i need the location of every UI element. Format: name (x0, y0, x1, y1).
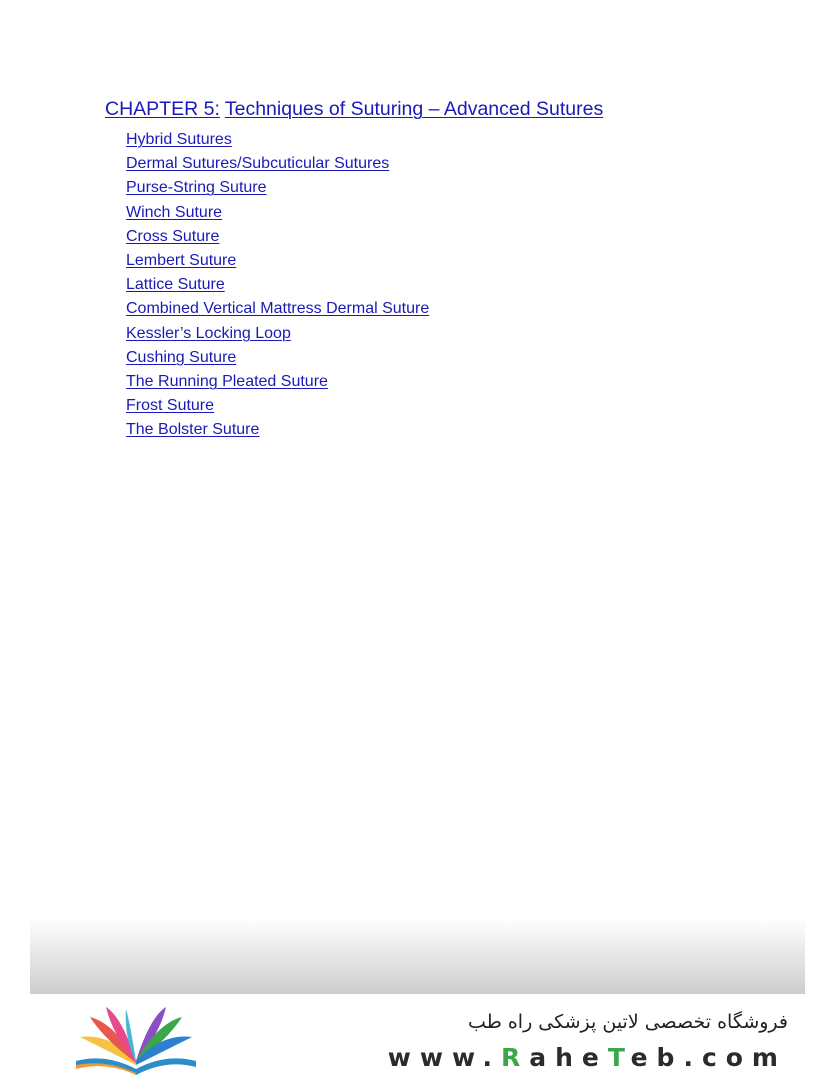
toc-link-bolster-suture[interactable]: The Bolster Suture (126, 421, 260, 439)
list-item (126, 152, 603, 176)
toc-link-hybrid-sutures[interactable]: Hybrid Sutures (126, 131, 232, 148)
chapter-heading (105, 96, 603, 122)
table-of-contents (105, 96, 603, 442)
toc-link-winch-suture[interactable]: Winch Suture (126, 203, 223, 221)
toc-link-combined-vertical-mattress[interactable]: Combined Vertical Mattress Dermal Suture (126, 300, 430, 318)
list-item (126, 418, 603, 442)
chapter-label-link[interactable]: CHAPTER 5: (105, 98, 220, 120)
store-tagline: فروشگاه تخصصی لاتین پزشکی راه طب (468, 1011, 788, 1033)
footer-banner (0, 995, 835, 1080)
list-item (126, 394, 603, 418)
toc-link-running-pleated-suture[interactable]: The Running Pleated Suture (126, 372, 328, 390)
list-item (126, 370, 603, 394)
chapter-title-link[interactable]: Techniques of Suturing – Advanced Sutures (224, 98, 604, 120)
site-url: www.RaheTeb.com (387, 1043, 787, 1072)
toc-link-cushing-suture[interactable]: Cushing Suture (126, 348, 237, 366)
toc-link-lattice-suture[interactable]: Lattice Suture (126, 276, 225, 294)
toc-link-lembert-suture[interactable]: Lembert Suture (126, 251, 237, 269)
toc-list (126, 128, 603, 442)
list-item (126, 297, 603, 321)
list-item (126, 346, 603, 370)
toc-link-cross-suture[interactable]: Cross Suture (126, 227, 220, 245)
page-bottom-shadow (30, 918, 805, 994)
list-item (126, 322, 603, 346)
list-item (126, 176, 603, 200)
toc-link-purse-string-suture[interactable]: Purse-String Suture (126, 179, 267, 197)
list-item (126, 273, 603, 297)
list-item (126, 128, 603, 152)
toc-link-dermal-sutures[interactable]: Dermal Sutures/Subcuticular Sutures (126, 155, 390, 173)
toc-link-frost-suture[interactable]: Frost Suture (126, 397, 215, 415)
toc-link-kesslers-locking-loop[interactable]: Kessler’s Locking Loop (126, 324, 291, 342)
list-item (126, 249, 603, 273)
list-item (126, 225, 603, 249)
open-book-icon (70, 1003, 202, 1077)
list-item (126, 201, 603, 225)
